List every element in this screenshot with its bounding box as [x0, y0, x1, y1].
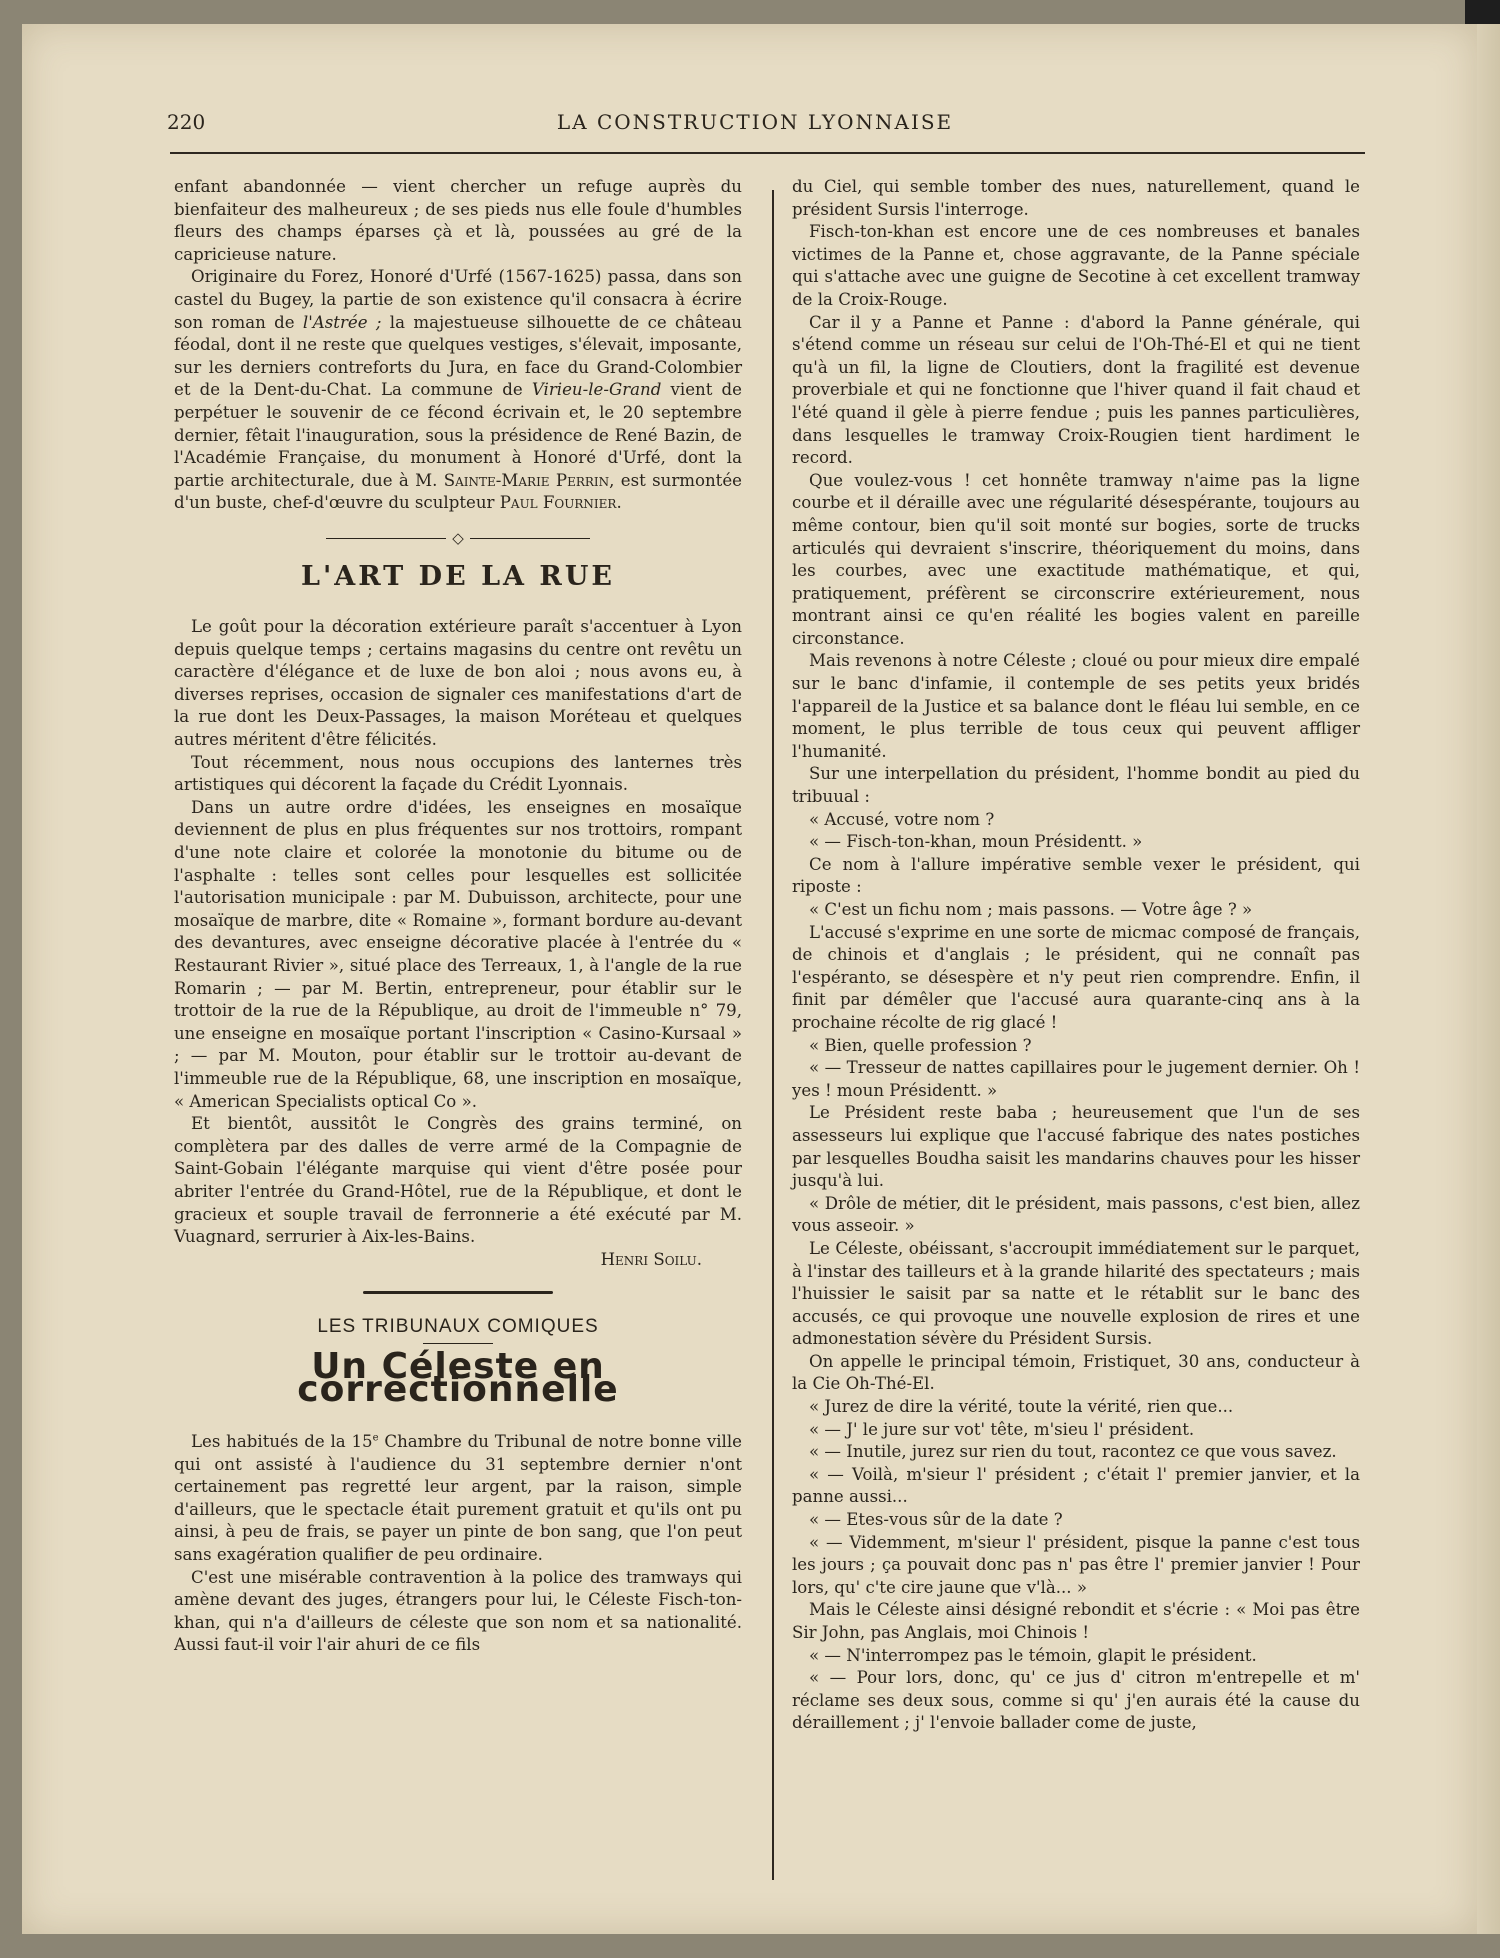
- article-title: Un Céleste en correctionnelle: [297, 1345, 619, 1410]
- section-title-art: L'ART DE LA RUE: [301, 560, 615, 592]
- sculptor-name: Paul Fournier: [499, 493, 617, 513]
- page-number: 220: [167, 110, 206, 134]
- paragraph: « — Fisch-ton-khan, moun Présidentt. »: [809, 832, 1143, 852]
- paragraph: Dans un autre ordre d'idées, les enseignes en mosaïque deviennent de plus en plus fréquentes sur nos trottoirs, rompant d'une note claire et colorée la monotonie du bitume ou de l'asphalte : telles sont celles pour lesquelles est sollicitée l'autorisation municipale : par M. Dubuisson, architecte, pour une mosaïque de marbre, dite « Romaine », formant bordure au-devant des devantures, avec enseigne décorative placée à l'entrée du « Restaurant Rivier », situé place des Terreaux, 1, à l'angle de la rue Romarin ; — par M. Bertin, entrepreneur, pour établir sur le trottoir de la rue de la République, au droit de l'immeuble n° 79, une enseigne en mosaïque portant l'inscription « Casino-Kursaal » ; — par M. Mouton, pour établir sur le trottoir au-devant de l'immeuble rue de la République, 68, une inscription en mosaïque, « American Specialists optical Co ».: [174, 797, 742, 1111]
- paragraph: Le goût pour la décoration extérieure paraît s'accentuer à Lyon depuis quelque temps ; certains magasins du centre ont revêtu un caractère d'élégance et de luxe de bon aloi ; nous avons eu, à diverses reprises, occasion de signaler ces manifestations d'art de la rue dont les Deux-Passages, la maison Moréteau et quelques autres méritent d'être félicités.: [174, 617, 742, 750]
- paragraph: « — Pour lors, donc, qu' ce jus d' citron m'entrepelle et m' réclame ses deux sous, comme si qu' j'en aurais été la cause du déraillement ; j' l'envoie ballader come de juste,: [792, 1668, 1360, 1733]
- section-ornament: [174, 527, 742, 550]
- right-column: [792, 176, 1360, 1735]
- paragraph: « — Etes-vous sûr de la date ?: [809, 1510, 1063, 1530]
- paragraph: « — Inutile, jurez sur rien du tout, racontez ce que vous savez.: [809, 1442, 1337, 1462]
- architect-name: Sainte-Marie Perrin: [443, 470, 610, 490]
- paragraph: Mais le Céleste ainsi désigné rebondit et s'écrie : « Moi pas être Sir John, pas Anglais, moi Chinois !: [792, 1600, 1360, 1642]
- paragraph: L'accusé s'exprime en une sorte de micmac composé de français, de chinois et d'anglais ; le président, qui ne connaît pas l'espéranto, se désespère et n'y peut rien comprendre. Enfin, il finit par démêler que l'accusé aura quarante-cinq ans à la prochaine récolte de rig glacé !: [792, 922, 1360, 1032]
- paragraph: C'est une misérable contravention à la police des tramways qui amène devant des juges, étrangers pour lui, le Céleste Fisch-ton-khan, qui n'a d'ailleurs de céleste que son nom et sa nationalité. Aussi faut-il voir l'air ahuri de ce fils: [174, 1567, 742, 1655]
- kicker-rule: [423, 1343, 493, 1344]
- paragraph: Le Président reste baba ; heureusement que l'un de ses assesseurs lui explique que l'accusé fabrique des nates postiches par lesquelles Boudha saisit les mandarins chauves pour les hisser jusqu'à lui.: [792, 1103, 1360, 1191]
- paragraph: « Accusé, votre nom ?: [809, 809, 995, 829]
- section-kicker: LES TRIBUNAUX COMIQUES: [317, 1316, 599, 1338]
- author-signature: Henri Soilu.: [600, 1249, 702, 1269]
- column-divider: [772, 190, 774, 1880]
- paragraph: « Jurez de dire la vérité, toute la vérité, rien que...: [809, 1397, 1234, 1417]
- paragraph: enfant abandonnée — vient chercher un refuge auprès du bienfaiteur des malheureux ; de ses pieds nus elle foule d'humbles fleurs des champs éparses çà et là, poussées au gré de la capricieuse nature.: [174, 177, 742, 264]
- paragraph: du Ciel, qui semble tomber des nues, naturellement, quand le président Sursis l'interroge.: [792, 177, 1360, 219]
- place-name: Virieu-le-Grand: [531, 380, 662, 400]
- paragraph: On appelle le principal témoin, Fristiquet, 30 ans, conducteur à la Cie Oh-Thé-El.: [792, 1351, 1360, 1394]
- paragraph: « — J' le jure sur vot' tête, m'sieu l' président.: [809, 1419, 1195, 1439]
- paragraph: Que voulez-vous ! cet honnête tramway n'aime pas la ligne courbe et il déraille avec une régularité désespérante, toujours au même contour, bien qu'il soit monté sur bogies, sorte de trucks articulés qui devraient s'inscrire, théoriquement du moins, dans les courbes, avec une exactitude mathématique, et qui, pratiquement, préfèrent se circonscrire extérieurement, nous montrant ainsi ce qu'en réalité les bogies valent en pareille circonstance.: [792, 470, 1360, 648]
- paragraph: « — Voilà, m'sieur l' président ; c'était l' premier janvier, et la panne aussi...: [792, 1464, 1360, 1507]
- paragraph: Les habitués de la 15e Chambre du Tribunal de notre bonne ville qui ont assisté à l'audience du 31 septembre dernier n'ont certainement pas regretté leur argent, par la raison, simple d'ailleurs, que le spectacle était purement gratuit et qu'ils ont pu ainsi, à peu de frais, se payer un pinte de bon sang, que l'on peut sans exagération qualifier de peu ordinaire.: [174, 1432, 742, 1565]
- paragraph: Fisch-ton-khan est encore une de ces nombreuses et banales victimes de la Panne et, chose aggravante, de la Panne spéciale qui s'attache avec une guigne de Secotine à cet excellent tramway de la Croix-Rouge.: [792, 222, 1360, 309]
- paragraph: « Bien, quelle profession ?: [809, 1035, 1032, 1055]
- paragraph: « — N'interrompez pas le témoin, glapit le président.: [809, 1645, 1257, 1665]
- diamond-icon: ◇: [452, 528, 464, 547]
- paragraph: Ce nom à l'allure impérative semble vexer le président, qui riposte :: [792, 854, 1360, 897]
- paragraph: Tout récemment, nous nous occupions des lanternes très artistiques qui décorent la façade du Crédit Lyonnais.: [174, 752, 742, 795]
- italic-title: l'Astrée ;: [302, 312, 382, 332]
- header-rule: [170, 152, 1365, 154]
- paragraph-urfe: Originaire du Forez, Honoré d'Urfé (1567-1625) passa, dans son castel du Bugey, la partie de son existence qu'il consacra à écrire son roman de l'Astrée ; la majestueuse silhouette de ce château féodal, dont il ne reste que quelques vestiges, s'élevait, imposante, sur les derniers contreforts du Jura, en face du Grand-Colombier et de la Dent-du-Chat. La commune de Virieu-le-Grand vient de perpétuer le souvenir de ce fécond écrivain et, le 20 septembre dernier, fêtait l'inauguration, sous la présidence de René Bazin, de l'Académie Française, du monument à Honoré d'Urfé, dont la partie architecturale, due à M. Sainte-Marie Perrin, est surmontée d'un buste, chef-d'œuvre du sculpteur Paul Fournier.: [174, 267, 742, 513]
- paragraph: Sur une interpellation du président, l'homme bondit au pied du tribuual :: [792, 764, 1360, 807]
- paragraph: Car il y a Panne et Panne : d'abord la Panne générale, qui s'étend comme un réseau sur celui de l'Oh-Thé-El et qui ne tient qu'à un fil, la ligne de Cloutiers, dont la fragilité est devenue proverbiale et qui ne fonctionne que l'hiver quand il fait chaud et l'été quand il gèle à pierre fendue ; puis les pannes particulières, dans lesquelles le tramway Croix-Rougien tient hardiment le record.: [792, 312, 1360, 468]
- paragraph: « — Tresseur de nattes capillaires pour le jugement dernier. Oh ! yes ! moun Présidentt. »: [792, 1058, 1360, 1100]
- paragraph: Et bientôt, aussitôt le Congrès des grains terminé, on complètera par des dalles de verre armé de la Compagnie de Saint-Gobain l'élégante marquise qui vient d'être posée pour abriter l'entrée du Grand-Hôtel, rue de la République, et dont le gracieux et souple travail de ferronnerie a été exécuté par M. Vuagnard, serrurier à Aix-les-Bains.: [174, 1114, 742, 1247]
- paragraph: Le Céleste, obéissant, s'accroupit immédiatement sur le parquet, à l'instar des tailleurs et à la grande hilarité des spectateurs ; mais l'huissier le saisit par sa natte et le rétablit sur le banc des accusés, ce qui provoque une nouvelle explosion de rires et une admonestation sévère du Président Sursis.: [792, 1238, 1360, 1349]
- paragraph: « — Videmment, m'sieur l' président, pisque la panne c'est tous les jours ; ça pouvait donc pas n' pas être l' premier janvier ! Pour lors, qu' c'te cire jaune que v'là... »: [792, 1532, 1360, 1597]
- paragraph: « Drôle de métier, dit le président, mais passons, c'est bien, allez vous asseoir. »: [792, 1193, 1360, 1236]
- left-column: [174, 176, 742, 1657]
- divider-rule: [363, 1291, 553, 1294]
- running-title: LA CONSTRUCTION LYONNAISE: [556, 110, 954, 134]
- paragraph: « C'est un fichu nom ; mais passons. — Votre âge ? »: [809, 900, 1253, 919]
- paragraph: Mais revenons à notre Céleste ; cloué ou pour mieux dire empalé sur le banc d'infamie, il contemple de ses petits yeux bridés l'appareil de la Justice et sa balance dont le fléau lui semble, en ce moment, le plus terrible de tous ceux qui peuvent affliger l'humanité.: [792, 651, 1360, 761]
